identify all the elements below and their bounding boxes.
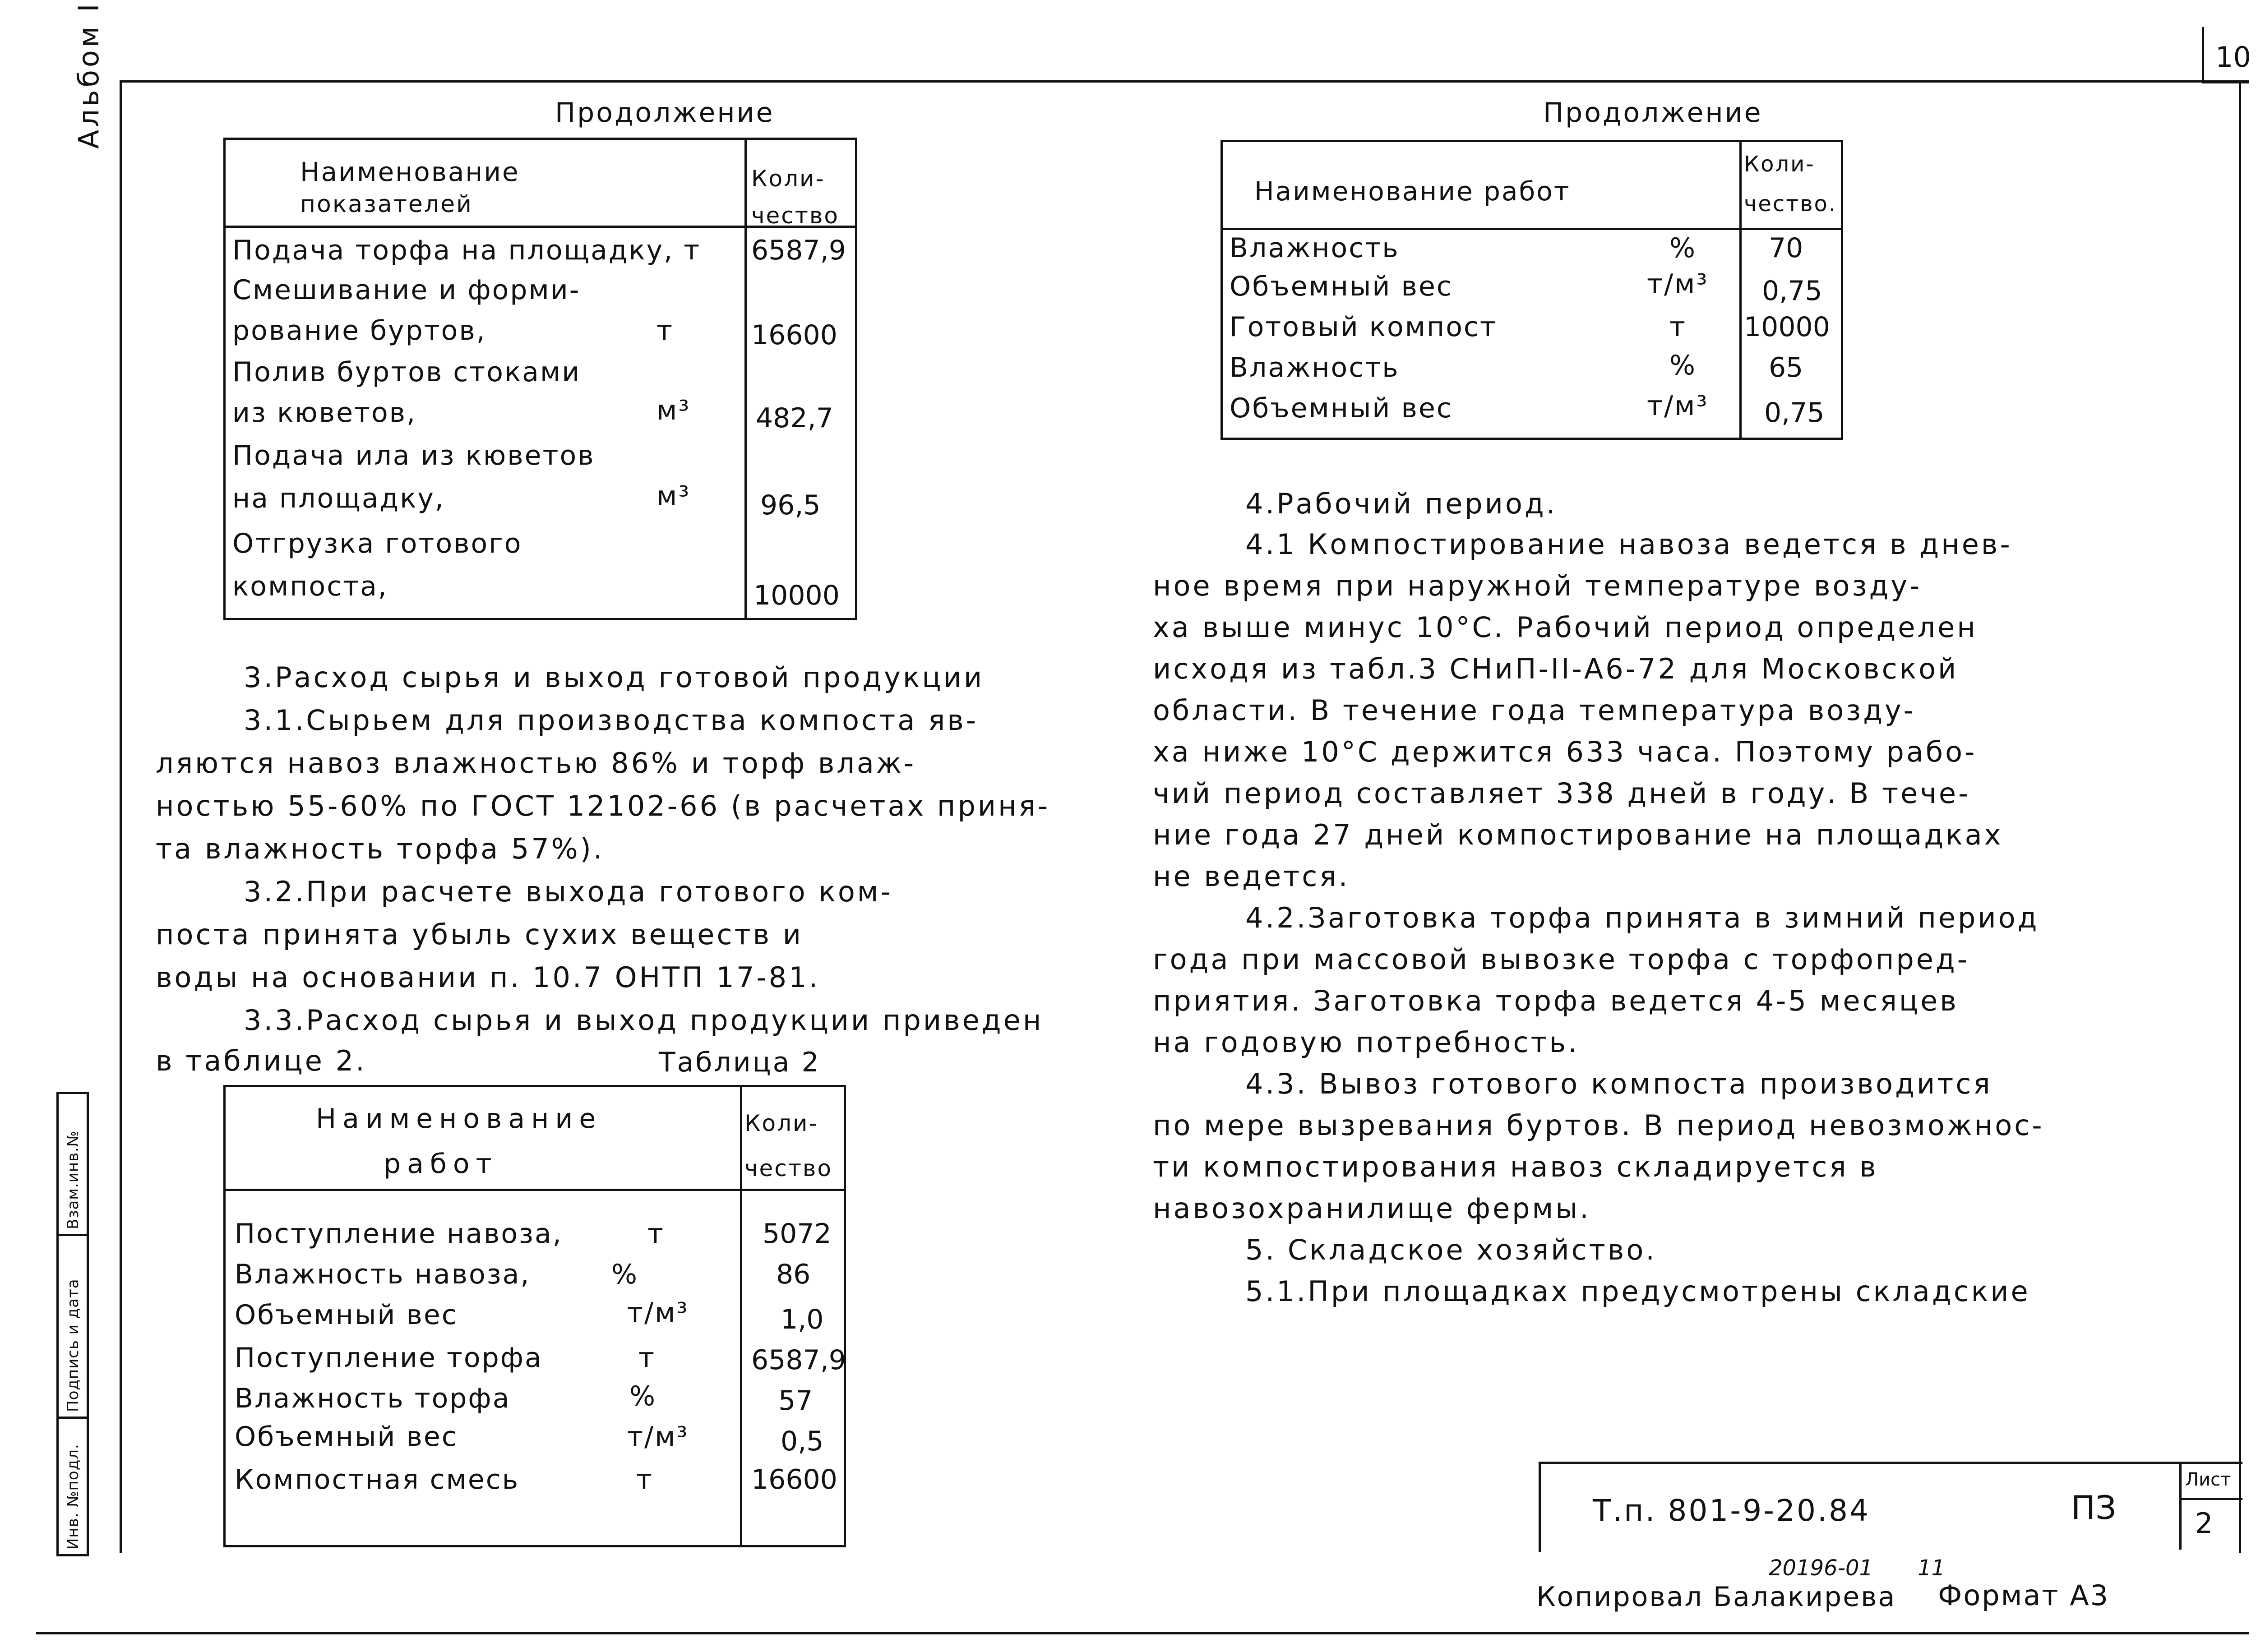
paragraph-line: 4.2.Заготовка торфа принята в зимний период (1245, 901, 2039, 934)
table-cell-qty: 5072 (763, 1218, 832, 1250)
paragraph-line: года при массовой вывозке торфа с торфопред- (1153, 943, 1970, 976)
table-row: Поступление навоза, (235, 1218, 563, 1250)
title-block (1539, 1462, 2242, 1552)
section-5-heading: 5. Складское хозяйство. (1245, 1233, 1657, 1266)
paragraph-line: ха выше минус 10°С. Рабочий период определен (1153, 611, 1978, 644)
table-cell-unit: т (656, 315, 674, 346)
table-top-left (223, 138, 857, 620)
paragraph-line: 3.3.Расход сырья и выход продукции приведен (244, 1004, 1044, 1037)
table-row: из кюветов, (232, 397, 417, 429)
table-cell-unit: % (1669, 350, 1697, 381)
paragraph-line: ние года 27 дней компостирование на площадках (1153, 818, 2003, 851)
table-row: Влажность (1230, 232, 1400, 264)
paragraph-line: по мере вызревания буртов. В период невозможнос- (1153, 1109, 2044, 1142)
table-row: Влажность торфа (235, 1383, 511, 1414)
table-row: на площадку, (232, 483, 445, 514)
table-cell-qty: 86 (776, 1259, 811, 1290)
paragraph-line: 4.1 Компостирование навоза ведется в днев- (1245, 528, 2012, 561)
table-cell-unit: т/м³ (627, 1297, 689, 1329)
table-row: Компостная смесь (235, 1464, 520, 1495)
archive-sheet: 11 (1918, 1555, 1946, 1581)
paragraph-line: ностью 55-60% по ГОСТ 12102-66 (в расчетах приня- (156, 789, 1050, 822)
table-cell-qty: 482,7 (756, 402, 833, 434)
sheet-number: 2 (2195, 1507, 2213, 1540)
table-row: Объемный вес (1230, 271, 1453, 302)
frame-top-line (120, 80, 2249, 83)
table-row: рование буртов, (232, 315, 486, 346)
paragraph-line: ляются навоз влажностью 86% и торф влаж- (156, 747, 916, 780)
table2-label: Таблица 2 (659, 1047, 821, 1078)
table-cell-qty: 6587,9 (751, 1344, 846, 1376)
table-top-right-header-qty: Коли- чество. (1744, 152, 1837, 217)
table-top-left-col-divider (744, 140, 747, 618)
table-cell-qty: 65 (1769, 352, 1803, 383)
table-row: Подача ила из кюветов (232, 440, 595, 471)
table-top-right-col-divider (1739, 142, 1742, 438)
stamp-col-inv: Инв. №подл. (64, 1444, 82, 1550)
paragraph-line: поста принята убыль сухих веществ и (156, 918, 804, 951)
table2-col-divider (740, 1087, 742, 1545)
table-row: Поступление торфа (235, 1342, 543, 1374)
table-row: Влажность навоза, (235, 1259, 531, 1290)
table-cell-qty: 57 (778, 1385, 813, 1417)
stamp-col-replace: Взам.инв.№ (64, 1130, 82, 1229)
table-cell-qty: 16600 (751, 319, 837, 351)
table-row: Смешивание и форми- (232, 274, 581, 306)
stamp-col-signature: Подпись и дата (64, 1278, 82, 1412)
paper-format: Формат А3 (1938, 1579, 2110, 1612)
paragraph-line: ха ниже 10°С держится 633 часа. Поэтому рабо- (1153, 735, 1977, 768)
table-cell-qty: 16600 (751, 1464, 837, 1495)
paragraph-line: 3.2.При расчете выхода готового ком- (244, 875, 893, 908)
paragraph-line: приятия. Заготовка торфа ведется 4-5 месяцев (1153, 984, 1959, 1017)
table-cell-unit: % (1669, 232, 1697, 264)
table-top-right-header-name: Наименование работ (1254, 176, 1571, 207)
table-cell-qty: 0,5 (781, 1426, 824, 1457)
copied-by: Копировал Балакирева (1536, 1581, 1896, 1613)
sheet-label: Лист (2185, 1469, 2231, 1490)
table2 (223, 1085, 846, 1547)
paragraph-line: на годовую потребность. (1153, 1026, 1579, 1059)
paragraph-line: чий период составляет 338 дней в году. В тече- (1153, 777, 1971, 810)
table-top-left-header-name: Наименование показателей (300, 157, 520, 218)
table-cell-qty: 10000 (1744, 311, 1830, 343)
doc-code: Т.п. 801-9-20.84 (1593, 1493, 1870, 1528)
table-row: Объемный вес (235, 1421, 458, 1453)
table-top-right-header-divider (1223, 228, 1841, 230)
table-row: Объемный вес (1230, 392, 1453, 424)
archive-number: 20196-01 (1769, 1555, 1873, 1581)
album-label-text: Альбом I (72, 1, 105, 149)
table-cell-unit: % (611, 1259, 639, 1290)
table-row: Полив буртов стоками (232, 356, 581, 388)
table-cell-unit: т/м³ (627, 1421, 689, 1453)
paragraph-line: исходя из табл.3 СНиП-II-А6-72 для Московской (1153, 652, 1959, 685)
page-number-box (2202, 27, 2249, 83)
table-cell-qty: 0,75 (1762, 275, 1822, 307)
paragraph-line: та влажность торфа 57%). (156, 832, 605, 865)
table-cell-qty: 96,5 (760, 489, 821, 521)
table-row: Подача торфа на площадку, т (232, 235, 701, 266)
paragraph-line: не ведется. (1153, 860, 1350, 893)
table-cell-unit: м³ (656, 395, 691, 426)
paragraph-line: навозохранилище фермы. (1153, 1192, 1591, 1225)
paragraph-line: 5.1.При площадках предусмотрены складские (1245, 1275, 2030, 1308)
table-cell-qty: 6587,9 (751, 235, 846, 266)
table-top-left-header-qty: Коли- чество (751, 166, 839, 229)
paragraph-line: ное время при наружной температуре возду- (1153, 569, 1922, 602)
paragraph-line: ти компостирования навоз складируется в (1153, 1150, 1878, 1183)
table-cell-qty: 10000 (754, 580, 840, 611)
table2-header-name: Наименование работ (316, 1103, 602, 1180)
table-cell-unit: т/м³ (1647, 390, 1709, 422)
stamp-divider-2 (59, 1234, 87, 1236)
paragraph-line: воды на основании п. 10.7 ОНТП 17-81. (156, 961, 820, 994)
table-cell-unit: % (629, 1380, 657, 1412)
frame-left-line (120, 80, 122, 1553)
table-cell-unit: т (636, 1464, 653, 1495)
table-top-right (1220, 140, 1843, 440)
paragraph-line: в таблице 2. (156, 1044, 367, 1077)
sheet-cell-divider (2179, 1464, 2182, 1550)
frame-bottom-line (36, 1632, 2249, 1634)
section-code: ПЗ (2071, 1489, 2117, 1527)
frame-right-line (2239, 80, 2241, 1553)
table-row: Отгрузка готового (232, 528, 522, 559)
table-cell-unit: т (638, 1342, 656, 1374)
album-label (72, 1, 105, 149)
table-top-right-caption: Продолжение (1543, 97, 1763, 129)
table-row: Объемный вес (235, 1299, 458, 1331)
page-number: 10 (2215, 41, 2251, 74)
section-3-heading: 3.Расход сырья и выход готовой продукции (244, 661, 985, 694)
paragraph-line: области. В течение года температура возду- (1153, 694, 1916, 727)
paragraph-line: 3.1.Сырьем для производства компоста яв- (244, 704, 979, 737)
table-cell-unit: м³ (656, 480, 691, 512)
table-row: Влажность (1230, 352, 1400, 383)
paragraph-line: 4.3. Вывоз готового компоста производится (1245, 1067, 1992, 1100)
table-cell-qty: 1,0 (781, 1304, 824, 1335)
left-stamp (56, 1092, 89, 1556)
table-row: Готовый компост (1230, 311, 1497, 343)
table2-header-qty: Коли- чество (744, 1110, 832, 1181)
stamp-divider-1 (59, 1417, 87, 1419)
section-4-heading: 4.Рабочий период. (1245, 487, 1558, 520)
table-cell-unit: т (647, 1218, 665, 1250)
table-cell-unit: т/м³ (1647, 268, 1709, 300)
table-top-left-caption: Продолжение (555, 97, 775, 129)
table-row: компоста, (232, 571, 388, 602)
sheet-cell-hdivider (2179, 1498, 2242, 1500)
table-cell-qty: 70 (1769, 232, 1803, 264)
table-cell-qty: 0,75 (1764, 397, 1825, 429)
table-cell-unit: т (1669, 311, 1687, 343)
